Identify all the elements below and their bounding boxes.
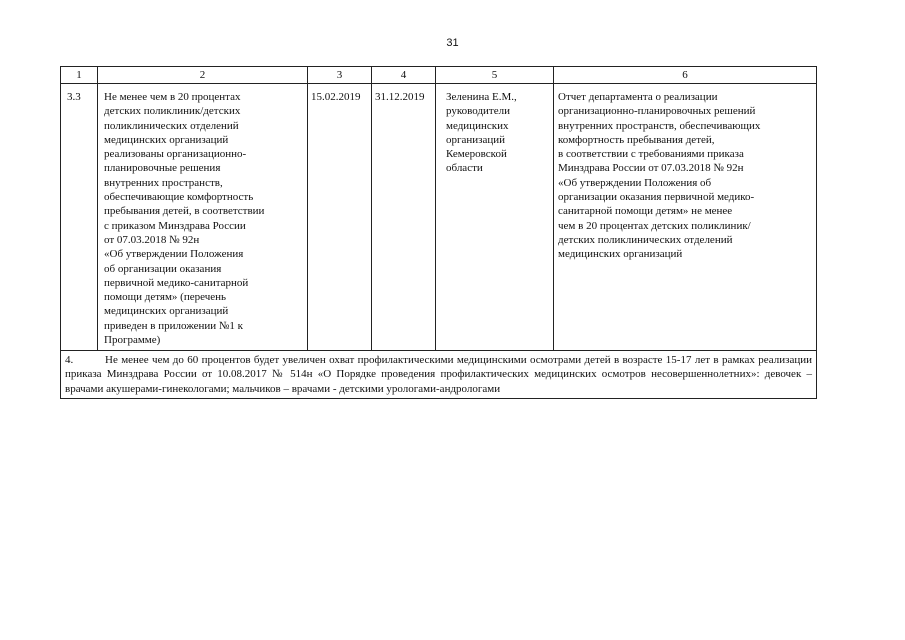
row-description: Не менее чем в 20 процентах детских поликлиник/детских поликлинических отделений медицинских организаций реализованы организационно- планировочные решения внутренних пространств, обеспечивающие комфортность пребывания детей, в соответствии с приказом Минздрава России от 07.03.2018 № 92н «Об утверждении Положения об организации оказания первичной медико-санитарной помощи детям» (перечень медицинских организаций приведен в приложении №1 к Программе) <box>104 91 265 347</box>
table-row-4 <box>61 351 817 399</box>
start-date: 15.02.2019 <box>311 91 361 103</box>
start-date-cell <box>308 84 372 351</box>
row-number: 3.3 <box>67 91 81 103</box>
column-header-5: 5 <box>436 67 554 84</box>
item-4-text <box>61 351 816 398</box>
column-header-6: 6 <box>554 67 817 84</box>
result-cell <box>554 84 817 351</box>
description-cell <box>98 84 308 351</box>
responsible-persons: Зеленина Е.М., руководители медицинских организаций Кемеровской области <box>446 91 517 175</box>
item-4-number: 4. <box>65 354 74 366</box>
item-4-cell <box>61 351 817 399</box>
table-row-3-3 <box>61 84 817 351</box>
item-4-description: Не менее чем до 60 процентов будет увеличен охват профилактическими медицинскими осмотрами детей в возрасте 15-17 лет в рамках реализации приказа Минздрава России от 10.08.2017 № 514н «О Порядке проведения профилактических медицинских осмотров несовершеннолетних»: девочек – врачами акушерами-гинекологами; мальчиков – врачами - детскими урологами-андрологами <box>65 354 812 395</box>
table-header-row <box>61 67 817 84</box>
row-number-cell <box>61 84 98 351</box>
end-date: 31.12.2019 <box>375 91 425 103</box>
expected-result: Отчет департамента о реализации организационно-планировочных решений внутренних пространств, обеспечивающих комфортность пребывания детей, в соответствии с требованиями приказа Минздрава России от 07.03.2018 № 92н «Об утверждении Положения об организации оказания первичной медико- санитарной помощи детям» не менее чем в 20 процентах детских поликлиник/ детских поликлинических отделений медицинских организаций <box>558 91 761 261</box>
responsible-cell <box>436 84 554 351</box>
column-header-3: 3 <box>308 67 372 84</box>
column-header-2: 2 <box>98 67 308 84</box>
plan-table <box>60 66 817 399</box>
page-number: 31 <box>446 37 459 49</box>
column-header-1: 1 <box>61 67 98 84</box>
end-date-cell <box>372 84 436 351</box>
column-header-4: 4 <box>372 67 436 84</box>
